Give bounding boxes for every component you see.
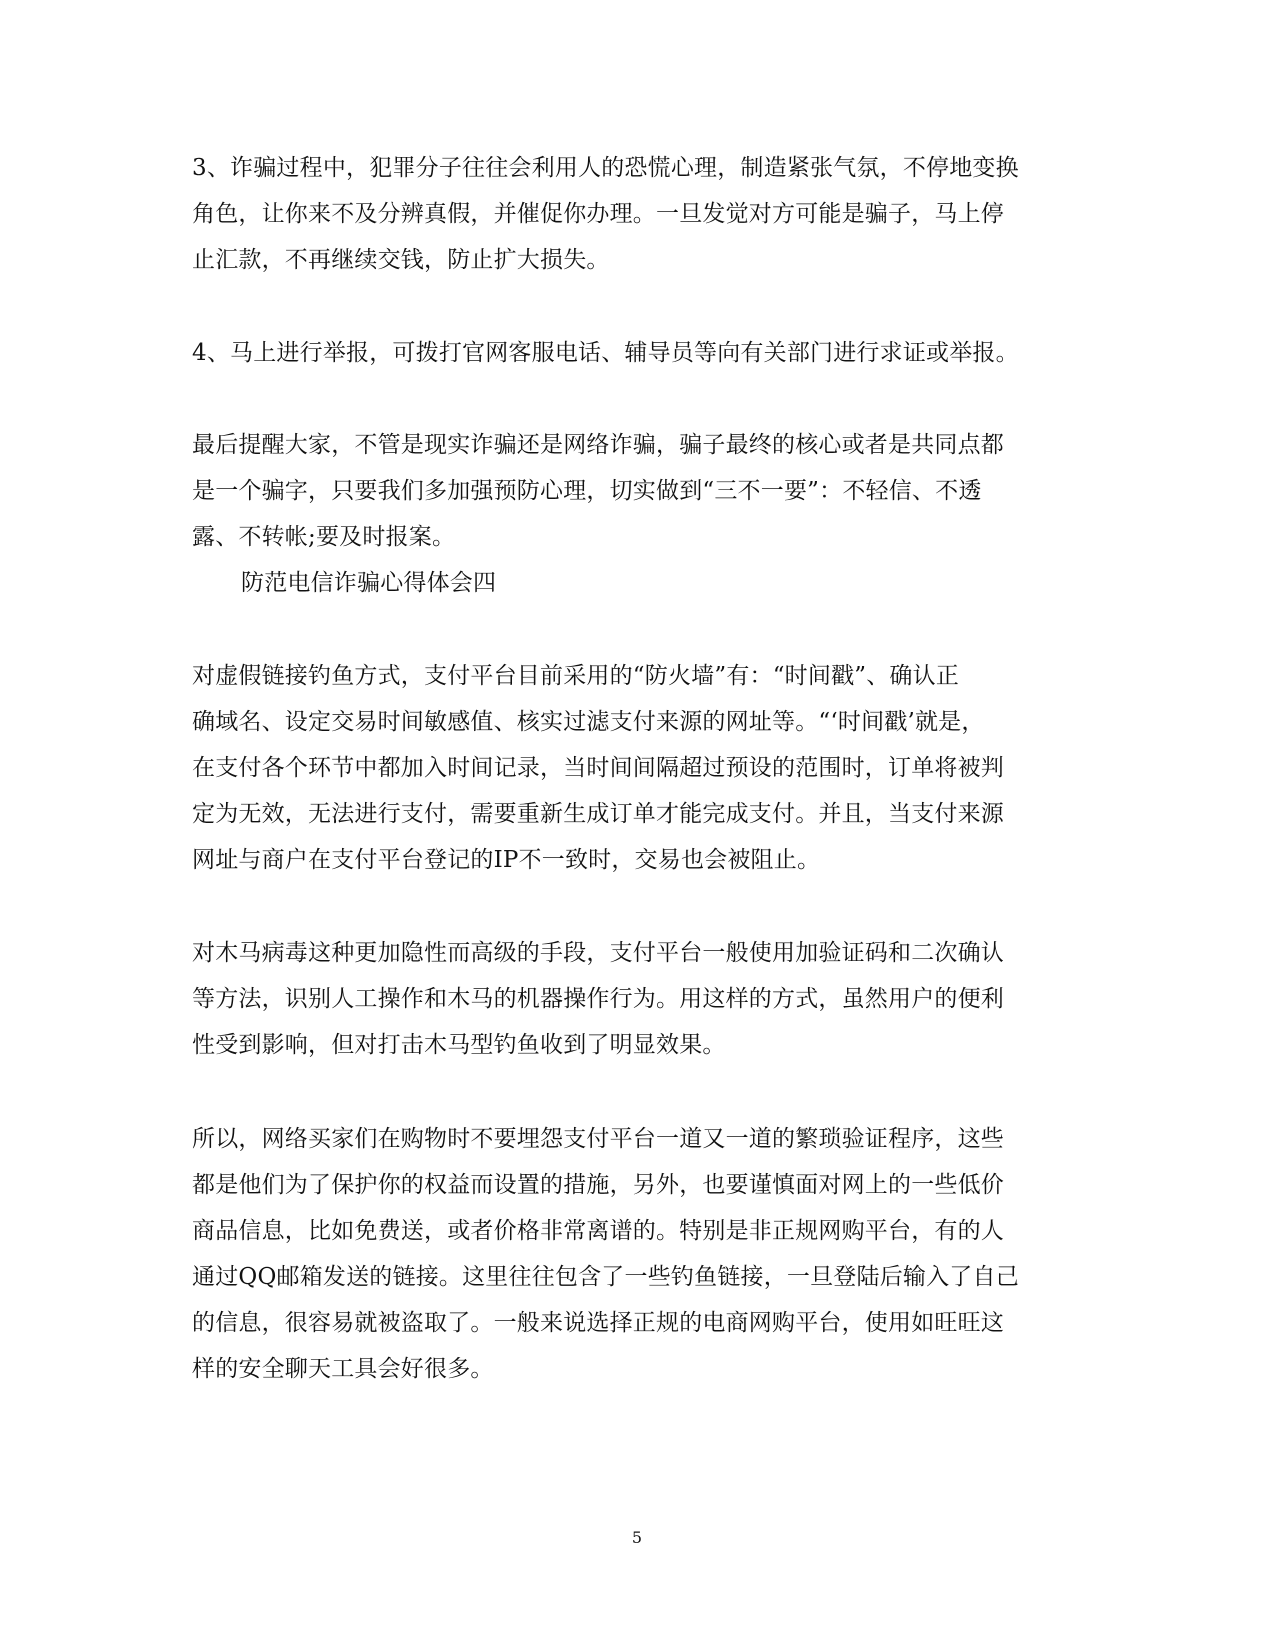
page-number: 5 [631, 1528, 643, 1547]
paragraph-5-line-1: 对木马病毒这种更加隐性而高级的手段，支付平台一般使用加验证码和二次确认 [192, 940, 1004, 966]
paragraph-4-line-4: 定为无效，无法进行支付，需要重新生成订单才能完成支付。并且，当支付来源 [192, 801, 1004, 827]
paragraph-4-line-3: 在支付各个环节中都加入时间记录，当时间间隔超过预设的范围时，订单将被判 [192, 755, 1004, 781]
paragraph-6-line-3: 商品信息，比如免费送，或者价格非常离谱的。特别是非正规网购平台，有的人 [192, 1218, 1004, 1244]
paragraph-6-line-1: 所以，网络买家们在购物时不要埋怨支付平台一道又一道的繁琐验证程序，这些 [192, 1126, 1004, 1152]
paragraph-3-line-1: 最后提醒大家，不管是现实诈骗还是网络诈骗，骗子最终的核心或者是共同点都 [192, 432, 1004, 458]
paragraph-1-line-2: 角色，让你来不及分辨真假，并催促你办理。一旦发觉对方可能是骗子，马上停 [192, 201, 1004, 227]
paragraph-3-line-3: 露、不转帐;要及时报案。 [192, 524, 456, 550]
paragraph-6-line-4: 通过QQ邮箱发送的链接。这里往往包含了一些钓鱼链接，一旦登陆后输入了自己 [192, 1264, 1019, 1290]
paragraph-5-line-3: 性受到影响，但对打击木马型钓鱼收到了明显效果。 [192, 1032, 726, 1058]
paragraph-3-line-2: 是一个骗字，只要我们多加强预防心理，切实做到“三不一要”：不轻信、不透 [192, 478, 982, 504]
paragraph-1-line-1: 3、诈骗过程中，犯罪分子往往会利用人的恐慌心理，制造紧张气氛，不停地变换 [192, 155, 1019, 181]
paragraph-4-line-2: 确域名、设定交易时间敏感值、核实过滤支付来源的网址等。“‘时间戳’就是， [192, 709, 985, 735]
paragraph-4-line-5: 网址与商户在支付平台登记的IP不一致时，交易也会被阻止。 [192, 847, 821, 873]
paragraph-5-line-2: 等方法，识别人工操作和木马的机器操作行为。用这样的方式，虽然用户的便利 [192, 986, 1004, 1012]
paragraph-1-line-3: 止汇款，不再继续交钱，防止扩大损失。 [192, 247, 610, 273]
paragraph-6-line-5: 的信息，很容易就被盗取了。一般来说选择正规的电商网购平台，使用如旺旺这 [192, 1310, 1004, 1336]
paragraph-4-line-1: 对虚假链接钓鱼方式，支付平台目前采用的“防火墙”有：“时间戳”、确认正 [192, 663, 960, 689]
section-heading: 防范电信诈骗心得体会四 [241, 570, 497, 596]
paragraph-2-line-1: 4、马上进行举报，可拨打官网客服电话、辅导员等向有关部门进行求证或举报。 [192, 340, 1019, 366]
paragraph-6-line-6: 样的安全聊天工具会好很多。 [192, 1356, 494, 1382]
paragraph-6-line-2: 都是他们为了保护你的权益而设置的措施，另外，也要谨慎面对网上的一些低价 [192, 1172, 1004, 1198]
